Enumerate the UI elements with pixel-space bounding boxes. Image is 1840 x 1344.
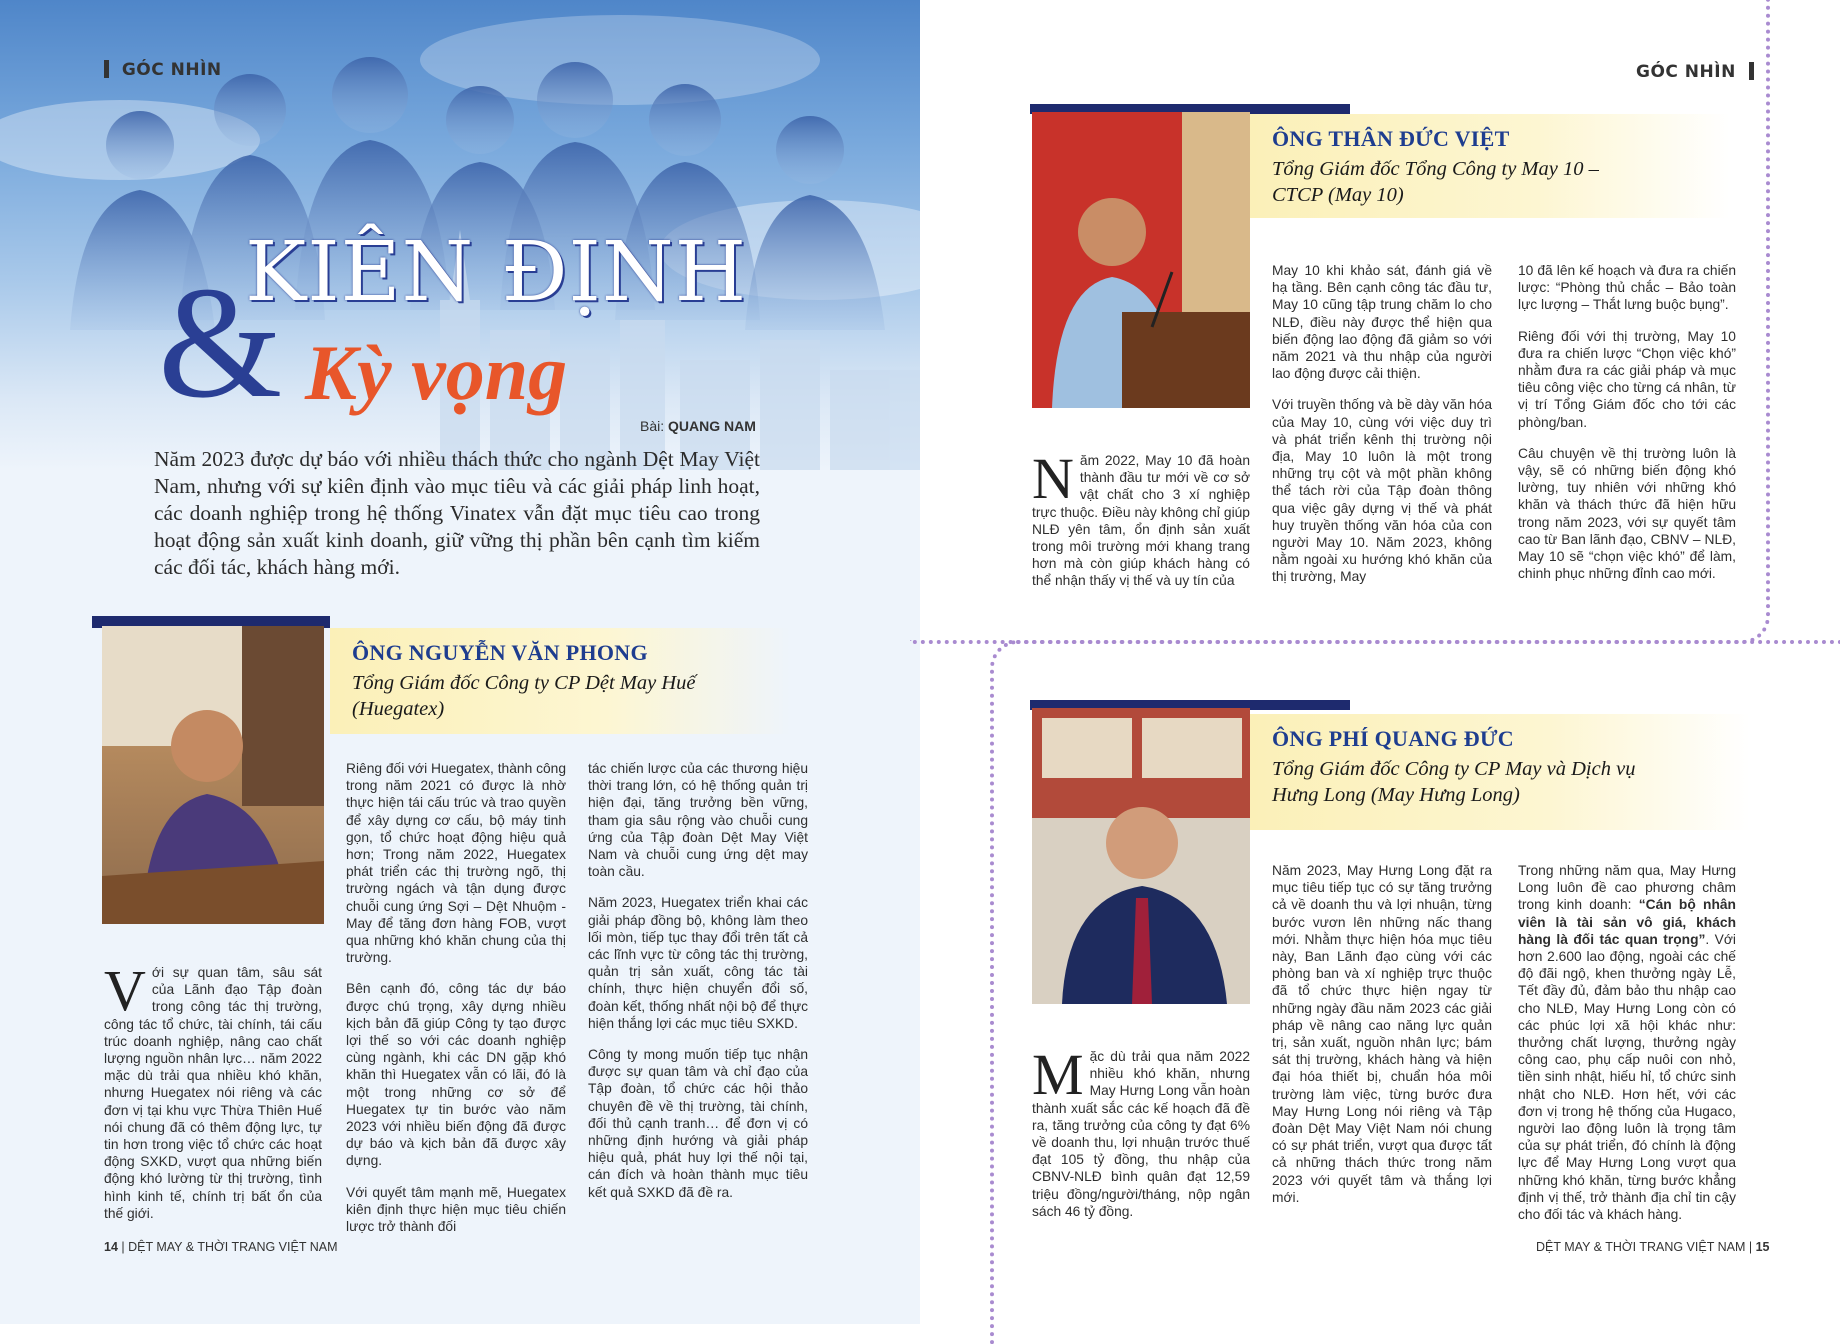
viet-col-3 xyxy=(1518,262,1736,596)
section-label-right: GÓC NHÌN xyxy=(1636,62,1754,82)
duc-col-2 xyxy=(1272,862,1492,1220)
viet-col-3-paragraph: Câu chuyện về thị trường luôn là vậy, sẽ có những biến động khó lường, tuy nhiên với những khó khăn và thách thức đã hiện hữu trong năm 2023, với sự quyết tâm cao từ Ban lãnh đạo, CBNV – NLĐ, May 10 sẽ “chọn việc khó” để làm, chinh phục những đỉnh cao mới. xyxy=(1518,445,1736,582)
byline: Bài: QUANG NAM xyxy=(640,418,756,434)
viet-col-3-paragraph: 10 đã lên kế hoạch và đưa ra chiến lược: “Phòng thủ chắc – Bảo toàn lực lượng – Thắt lưng buộc bụng”. xyxy=(1518,263,1736,313)
person-name-phong: ÔNG NGUYỄN VĂN PHONG xyxy=(352,640,648,665)
left-page xyxy=(0,0,920,1324)
viet-col-1-paragraph: Năm 2022, May 10 đã hoàn thành đầu tư mới về cơ sở vật chất cho 3 xí nghiệp trực thuộc. Điều này không chỉ giúp NLĐ yên tâm, ổn định sản xuất trong môi trường mới khang trang hơn mà còn giúp khách hàng có thể nhận thấy vị thế và uy tín của xyxy=(1032,446,1250,589)
left-col-1 xyxy=(104,958,322,1236)
left-col-2 xyxy=(346,760,566,1249)
duc-col-1 xyxy=(1032,1042,1250,1234)
section-bar-icon xyxy=(104,60,109,78)
left-col-3-paragraph: tác chiến lược của các thương hiệu thời trang lớn, có hệ thống quản trị hiện đại, tăng trưởng bền vững, tham gia sâu rộng vào chuỗi cung ứng của Tập đoàn Dệt May Việt Nam và chuỗi cung ứng dệt may toàn cầu. xyxy=(588,761,808,880)
person-name-duc: ÔNG PHÍ QUANG ĐỨC xyxy=(1272,726,1514,751)
viet-col-2-paragraph: Với truyền thống và bề dày văn hóa của May 10, cùng với việc duy trì và phát triển kênh thị trường nội địa, May 10 luôn là một trong những trụ cột và một phần không thể tách rời của Tập đoàn thông qua việc gây dựng vị thế và phát huy truyền thống văn hóa của con người May 10. Năm 2023, không nằm ngoài xu hướng khó khăn của thị trường, May xyxy=(1272,397,1492,585)
namebox-duc xyxy=(1250,714,1750,830)
namebox-viet xyxy=(1250,114,1730,218)
portrait-phi-quang-duc xyxy=(1032,708,1250,1004)
section-bar-icon xyxy=(1749,62,1754,80)
left-col-2-paragraph: Với quyết tâm mạnh mẽ, Huegatex kiên định thực hiện mục tiêu chiến lược trở thành đối xyxy=(346,1184,566,1235)
person-name-viet: ÔNG THÂN ĐỨC VIỆT xyxy=(1272,126,1510,151)
title-ampersand: & xyxy=(158,253,283,431)
left-col-3-paragraph: Công ty mong muốn tiếp tục nhận được sự quan tâm và chỉ đạo của Tập đoàn, tổ chức các hội thảo chuyên đề về thị trường, tài chính, đối thủ cạnh tranh… để đơn vị có những định hướng và giải pháp hiệu quả, phát huy lợi thế nội tại, cán đích và hoàn thành mục tiêu kết quả SXKD đã đề ra. xyxy=(588,1047,808,1200)
left-col-3 xyxy=(588,760,808,1215)
footer-right: DỆT MAY & THỜI TRANG VIỆT NAM | 15 xyxy=(1536,1240,1770,1254)
viet-col-2 xyxy=(1272,262,1492,600)
person-role-phong: Tổng Giám đốc Công ty CP Dệt May Huế (Huegatex) xyxy=(352,672,696,720)
right-page xyxy=(920,0,1840,1324)
left-col-3-paragraph: Năm 2023, Huegatex triển khai các giải pháp đồng bộ, không làm theo lối mòn, tiếp tục thay đổi trên tất cả các lĩnh vực từ công tác thị trường, quản trị sản xuất, công tác tài chính, thực hiện chuyển đổi số, đoàn kết, thống nhất nội bộ để thực hiện thắng lợi các mục tiêu SXKD. xyxy=(588,895,808,1031)
duc-col-3 xyxy=(1518,862,1736,1237)
duc-col-1-paragraph: Mặc dù trải qua năm 2022 nhiều khó khăn, nhưng May Hưng Long vẫn hoàn thành xuất sắc các kế hoạch đã đề ra, tăng trưởng của công ty đạt 6% về doanh thu, lợi nhuận trước thuế đạt 105 tỷ đồng, thu nhập của CBNV-NLĐ bình quân đạt 12,59 triệu đồng/người/tháng, nộp ngân sách 46 tỷ đồng. xyxy=(1032,1042,1250,1219)
portrait-than-duc-viet xyxy=(1032,112,1250,408)
person-role-viet: Tổng Giám đốc Tổng Công ty May 10 – CTCP (May 10) xyxy=(1272,158,1599,206)
person-role-duc: Tổng Giám đốc Công ty CP May và Dịch vụ Hưng Long (May Hưng Long) xyxy=(1272,758,1636,806)
left-col-2-paragraph: Bên cạnh đó, công tác dự báo được chú trọng, xây dựng nhiều kịch bản đã giúp Công ty tạo được lợi thế so với các doanh nghiệp cùng ngành, khi các DN gặp khó khăn thì Huegatex vẫn có lãi, đó là một trong những cơ sở để Huegatex tự tin bước vào năm 2023 với nhiều biến động đã được dự báo và kịch bản đã được xây dựng. xyxy=(346,981,566,1169)
viet-col-1 xyxy=(1032,446,1250,604)
lead-paragraph: Năm 2023 được dự báo với nhiều thách thức cho ngành Dệt May Việt Nam, nhưng với sự kiên định vào mục tiêu và các giải pháp linh hoạt, các doanh nghiệp trong hệ thống Vinatex vẫn đặt mục tiêu cao trong hoạt động sản xuất kinh doanh, giữ vững thị phần bên cạnh tìm kiếm các đối tác, khách hàng mới. xyxy=(154,447,760,579)
namebox-phong xyxy=(330,628,790,734)
viet-col-3-paragraph: Riêng đối với thị trường, May 10 đưa ra chiến lược “Chọn việc khó” nhằm đưa ra các giải pháp và mục tiêu công việc cho từng cá nhân, từ vị trí Tổng Giám đốc cho tới các phòng/ban. xyxy=(1518,328,1736,430)
duc-col-2-paragraph: Năm 2023, May Hưng Long đặt ra mục tiêu tiếp tục có sự tăng trưởng cả về doanh thu và lợi nhuận, từng bước vươn lên những nấc thang mới. Nhằm thực hiện hóa mục tiêu này, Ban Lãnh đạo cùng với các phòng ban và xí nghiệp trực thuộc đã tổ chức thực hiện ngay từ những ngày đầu năm 2023 các giải pháp về nâng cao năng lực quản trị, sản xuất, nguồn nhân lực; bám sát thị trường, khách hàng và hiện đại hóa thiết bị, chuẩn hóa môi trường làm việc, từng bước đưa May Hưng Long nói riêng và Tập đoàn Dệt May Việt Nam nói chung có sự phát triển, vượt qua được tất cả những thách thức trong năm 2023 với quyết tâm và thắng lợi mới. xyxy=(1272,863,1492,1205)
left-col-1-paragraph: Với sự quan tâm, sâu sát của Lãnh đạo Tập đoàn trong công tác thị trường, công tác tổ chức, tài chính, tái cấu trúc doanh nghiệp, nâng cao chất lượng nguồn nhân lực… năm 2022 mặc dù trải qua nhiều khó khăn, nhưng Huegatex nói riêng và các đơn vị tại khu vực Thừa Thiên Huế nói chung đã có thêm động lực, tự tin hơn trong việc tổ chức các hoạt động SXKD, vượt qua những biến động khó lường từ thị trường, tình hình kinh tế, chính trị bất ổn của thế giới. xyxy=(104,958,322,1221)
title-line2: Kỳ vọng xyxy=(305,329,568,416)
left-col-2-paragraph: Riêng đối với Huegatex, thành công trong năm 2021 có được là nhờ thực hiện tái cấu trúc và trao quyền để xây dựng cơ cấu, bộ máy tinh gọn, tổ chức hoạt động hiệu quả hơn; Trong năm 2022, Huegatex phát triển các thị trường ngõ, thị trường ngách và tận dụng được chuỗi cung ứng Sợi – Dệt Nhuộm - May để tăng đơn hàng FOB, vượt qua những khó khăn chung của thị trường. xyxy=(346,761,566,966)
title-line1: KIÊN ĐỊNH xyxy=(245,225,748,320)
footer-left: 14 | DỆT MAY & THỜI TRANG VIỆT NAM xyxy=(104,1240,338,1254)
section-label-left: GÓC NHÌN xyxy=(104,60,222,80)
viet-col-2-paragraph: May 10 khi khảo sát, đánh giá về hạ tầng. Bên cạnh công tác đầu tư, May 10 cũng tập trung chăm lo cho NLĐ, điều này được thể hiện qua biến động lao động đã giảm so với năm 2021 và thu nhập của người lao động được cải thiện. xyxy=(1272,263,1492,382)
duc-col-3-paragraph: Trong những năm qua, May Hưng Long luôn đề cao phương châm trong kinh doanh: “Cán bộ nhân viên là tài sản vô giá, khách hàng là đối tác quan trọng”. Với hơn 2.600 lao động, ngoài các chế độ đãi ngộ, khen thưởng ngày Lễ, Tết đầy đủ, đảm bảo thu nhập cao cho NLĐ, May Hưng Long còn có các phúc lợi xã hội khác như: thưởng chất lượng, thưởng ngày công cao, phụ cấp nuôi con nhỏ, tiền sinh nhật, hiếu hỉ, tổ chức sinh nhật cho NLĐ. Hơn hết, với các đơn vị trong hệ thống của Hugaco, người lao động luôn là trọng tâm của sự phát triển, đó chính là động lực để May Hưng Long vượt qua những khó khăn, từng bước khẳng định vị thế, trở thành địa chỉ tin cậy cho đối tác và khách hàng. xyxy=(1518,863,1736,1223)
portrait-nguyen-van-phong xyxy=(102,626,324,924)
